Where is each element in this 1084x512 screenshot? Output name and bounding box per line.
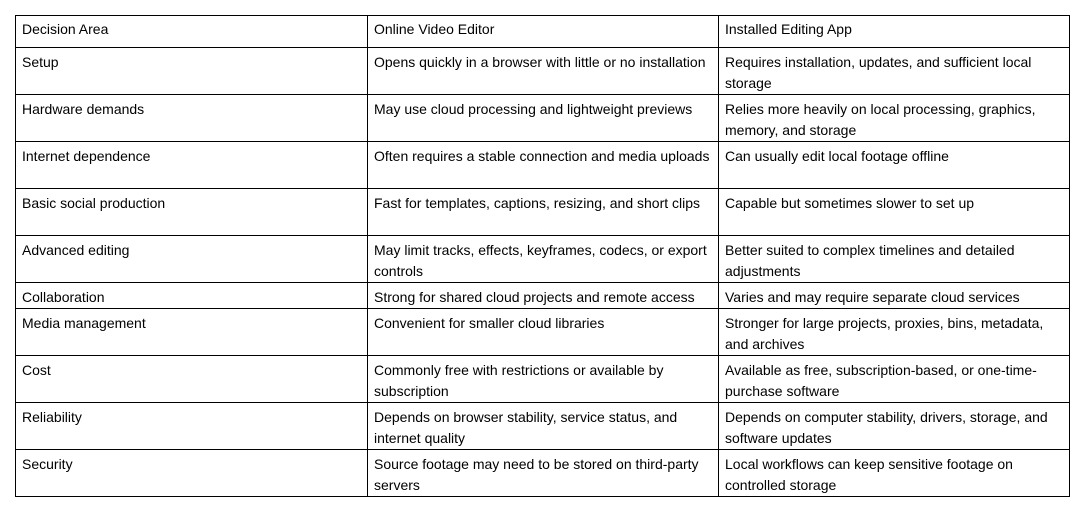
cell-installed-app: Capable but sometimes slower to set up: [719, 189, 1070, 236]
table-header-row: [16, 16, 1070, 48]
cell-decision-area: Reliability: [16, 403, 368, 450]
cell-decision-area: Cost: [16, 356, 368, 403]
table-row: [16, 189, 1070, 236]
table-row: [16, 48, 1070, 95]
cell-online-editor: Often requires a stable connection and media uploads: [368, 142, 719, 189]
cell-decision-area: Media management: [16, 309, 368, 356]
cell-online-editor: Commonly free with restrictions or available by subscription: [368, 356, 719, 403]
table-row: [16, 95, 1070, 142]
cell-decision-area: Security: [16, 450, 368, 497]
cell-decision-area: Basic social production: [16, 189, 368, 236]
cell-decision-area: Hardware demands: [16, 95, 368, 142]
cell-installed-app: Requires installation, updates, and sufficient local storage: [719, 48, 1070, 95]
cell-installed-app: Varies and may require separate cloud services: [719, 283, 1070, 309]
table-row: [16, 236, 1070, 283]
cell-installed-app: Depends on computer stability, drivers, storage, and software updates: [719, 403, 1070, 450]
cell-online-editor: May use cloud processing and lightweight previews: [368, 95, 719, 142]
comparison-table: [15, 15, 1070, 497]
cell-installed-app: Local workflows can keep sensitive footage on controlled storage: [719, 450, 1070, 497]
cell-installed-app: Better suited to complex timelines and detailed adjustments: [719, 236, 1070, 283]
cell-installed-app: Available as free, subscription-based, or one-time-purchase software: [719, 356, 1070, 403]
cell-installed-app: Can usually edit local footage offline: [719, 142, 1070, 189]
cell-decision-area: Setup: [16, 48, 368, 95]
cell-online-editor: Strong for shared cloud projects and remote access: [368, 283, 719, 309]
table-row: [16, 309, 1070, 356]
cell-decision-area: Internet dependence: [16, 142, 368, 189]
table-row: [16, 450, 1070, 497]
cell-installed-app: Stronger for large projects, proxies, bins, metadata, and archives: [719, 309, 1070, 356]
cell-decision-area: Collaboration: [16, 283, 368, 309]
cell-online-editor: Opens quickly in a browser with little or no installation: [368, 48, 719, 95]
table-row: [16, 142, 1070, 189]
table-row: [16, 403, 1070, 450]
header-online-video-editor: Online Video Editor: [368, 16, 719, 48]
cell-online-editor: Source footage may need to be stored on third-party servers: [368, 450, 719, 497]
table-row: [16, 283, 1070, 309]
cell-online-editor: Fast for templates, captions, resizing, and short clips: [368, 189, 719, 236]
cell-online-editor: Convenient for smaller cloud libraries: [368, 309, 719, 356]
table-row: [16, 356, 1070, 403]
cell-installed-app: Relies more heavily on local processing, graphics, memory, and storage: [719, 95, 1070, 142]
cell-online-editor: Depends on browser stability, service status, and internet quality: [368, 403, 719, 450]
header-decision-area: Decision Area: [16, 16, 368, 48]
cell-decision-area: Advanced editing: [16, 236, 368, 283]
header-installed-editing-app: Installed Editing App: [719, 16, 1070, 48]
cell-online-editor: May limit tracks, effects, keyframes, codecs, or export controls: [368, 236, 719, 283]
